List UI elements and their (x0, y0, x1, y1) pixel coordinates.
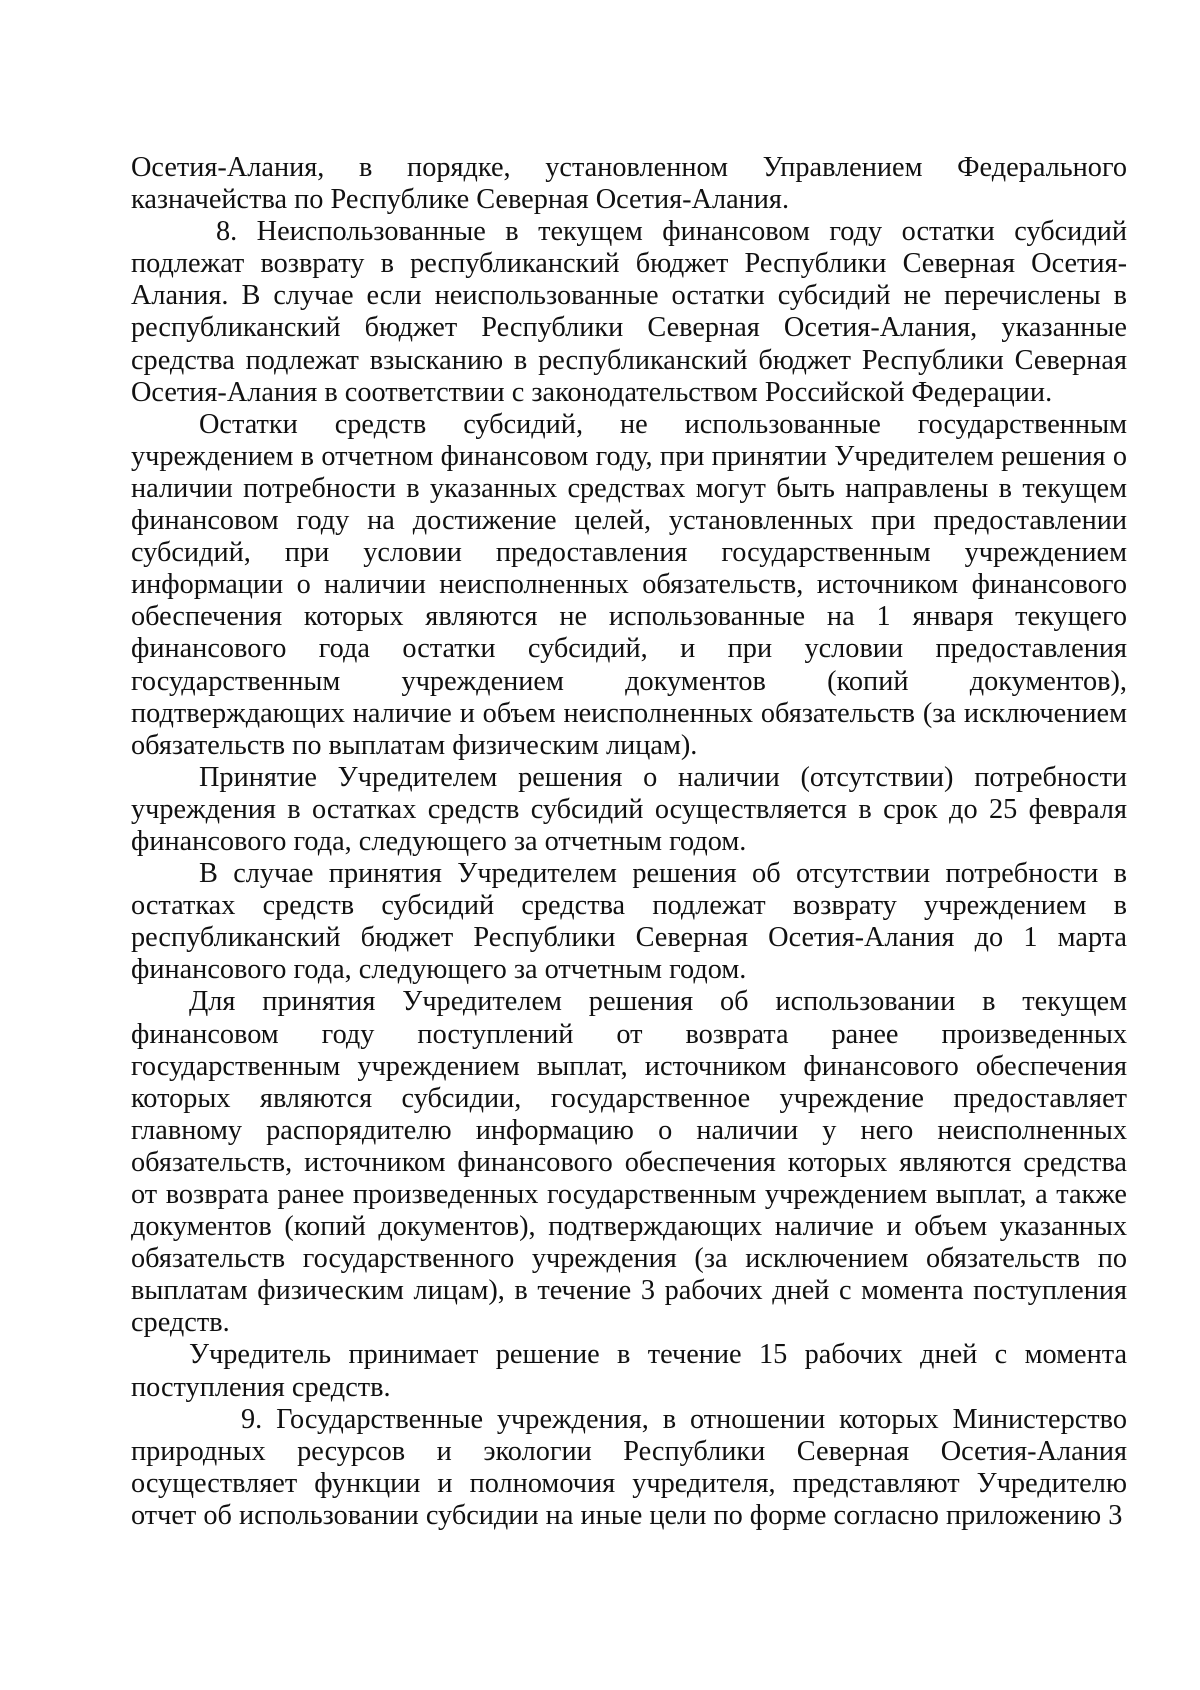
paragraph-continuation: Осетия-Алания, в порядке, установленном Управлением Федерального казначейства по Республике Северная Осетия-Алания. (131, 152, 1127, 216)
paragraph-decision-deadline: Принятие Учредителем решения о наличии (отсутствии) потребности учреждения в остатках средств субсидий осуществляется в срок до 25 февраля финансового года, следующего за отчетным годом. (131, 761, 1127, 857)
paragraph-subsidy-remainders: Остатки средств субсидий, не использованные государственным учреждением в отчетном финансовом году, при принятии Учредителем решения о наличии потребности в указанных средствах могут быть направлены в текущем финансовом году на достижение целей, установленных при предоставлении субсидий, при условии предоставления государственным учреждением информации о наличии неисполненных обязательств, источником финансового обеспечения которых являются не использованные на 1 января текущего финансового года остатки субсидий, и при условии предоставления государственным учреждением документов (копий документов), подтверждающих наличие и объем неисполненных обязательств (за исключением обязательств по выплатам физическим лицам). (131, 408, 1127, 761)
paragraph-founder-decision: Учредитель принимает решение в течение 15 рабочих дней с момента поступления средств. (131, 1339, 1127, 1403)
paragraph-no-need-return: В случае принятия Учредителем решения об отсутствии потребности в остатках средств субсидий средства подлежат возврату учреждением в республиканский бюджет Республики Северная Осетия-Алания до 1 марта финансового года, следующего за отчетным годом. (131, 858, 1127, 986)
paragraph-9: 9. Государственные учреждения, в отношении которых Министерство природных ресурсов и экологии Республики Северная Осетия-Алания осуществляет функции и полномочия учредителя, представляют Учредителю отчет об использовании субсидии на иные цели по форме согласно приложению 3 (131, 1403, 1127, 1531)
paragraph-8: 8. Неиспользованные в текущем финансовом году остатки субсидий подлежат возврату в республиканский бюджет Республики Северная Осетия-Алания. В случае если неиспользованные остатки субсидий не перечислены в республиканский бюджет Республики Северная Осетия-Алания, указанные средства подлежат взысканию в республиканский бюджет Республики Северная Осетия-Алания в соответствии с законодательством Российской Федерации. (131, 216, 1127, 408)
paragraph-refund-usage: Для принятия Учредителем решения об использовании в текущем финансовом году поступлений от возврата ранее произведенных государственным учреждением выплат, источником финансового обеспечения которых являются субсидии, государственное учреждение предоставляет главному распорядителю информацию о наличии у него неисполненных обязательств, источником финансового обеспечения которых являются средства от возврата ранее произведенных государственным учреждением выплат, а также документов (копий документов), подтверждающих наличие и объем указанных обязательств государственного учреждения (за исключением обязательств по выплатам физическим лицам), в течение 3 рабочих дней с момента поступления средств. (131, 986, 1127, 1339)
document-body (131, 152, 1127, 1532)
